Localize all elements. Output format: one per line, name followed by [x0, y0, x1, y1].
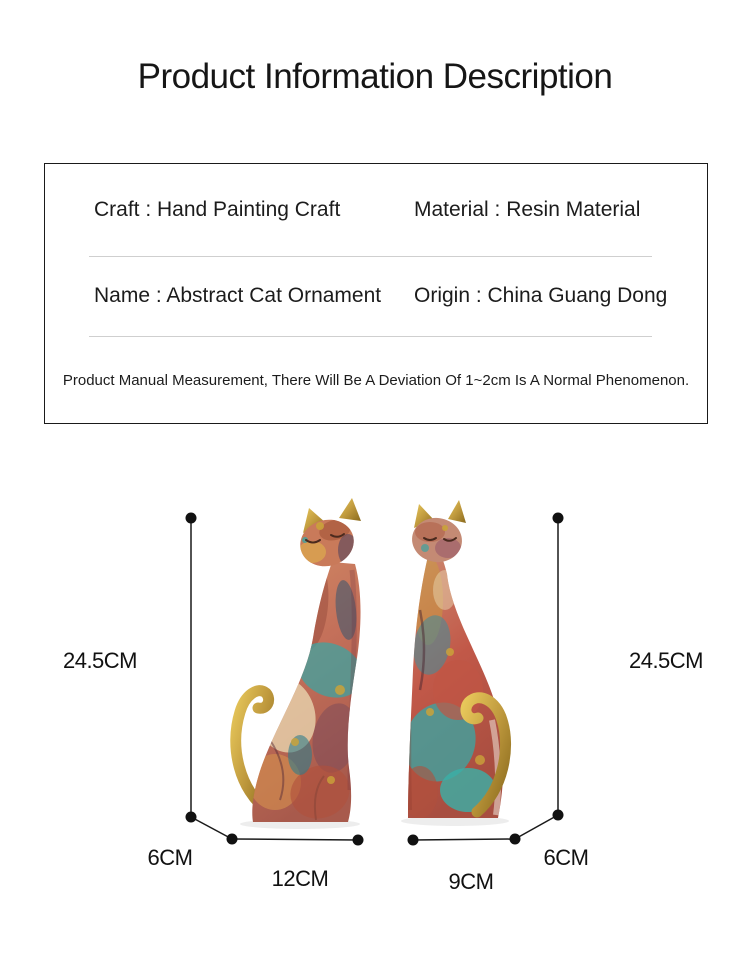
- left-depth-line: [191, 817, 232, 839]
- measurement-note-row: [45, 336, 707, 424]
- right-cat-figurine: [393, 500, 505, 818]
- dimension-diagram: [0, 490, 750, 910]
- page-title: Product Information Description: [137, 57, 613, 96]
- dim-label-right-width: 9CM: [448, 869, 494, 894]
- left-width-line: [232, 839, 358, 840]
- left-cat-ear-right: [339, 498, 361, 521]
- right-depth-line: [515, 815, 558, 839]
- spec-craft: Craft : Hand Painting Craft: [94, 198, 341, 221]
- measurement-note: Product Manual Measurement, There Will Be A Deviation Of 1~2cm Is A Normal Phenomenon.: [62, 371, 690, 389]
- measurement-endpoint-dots: [186, 513, 564, 846]
- cat-figurines-illustration: [0, 490, 750, 910]
- dim-label-left-depth: 6CM: [147, 845, 193, 870]
- product-info-table: [44, 163, 708, 424]
- right-width-line: [413, 839, 515, 840]
- left-cat-figurine: [236, 498, 372, 827]
- spec-row-2: [45, 256, 707, 336]
- dim-label-right-height: 24.5CM: [628, 648, 704, 673]
- dim-label-right-depth: 6CM: [543, 845, 589, 870]
- spec-origin: Origin : China Guang Dong: [414, 284, 668, 307]
- spec-row-1: [45, 164, 707, 256]
- spec-name: Name : Abstract Cat Ornament: [94, 284, 382, 307]
- right-cat-ear-right: [448, 500, 466, 523]
- spec-material: Material : Resin Material: [414, 198, 641, 221]
- right-cat-paint-texture: [393, 555, 498, 818]
- dim-label-left-height: 24.5CM: [62, 648, 138, 673]
- dim-label-left-width: 12CM: [271, 866, 329, 891]
